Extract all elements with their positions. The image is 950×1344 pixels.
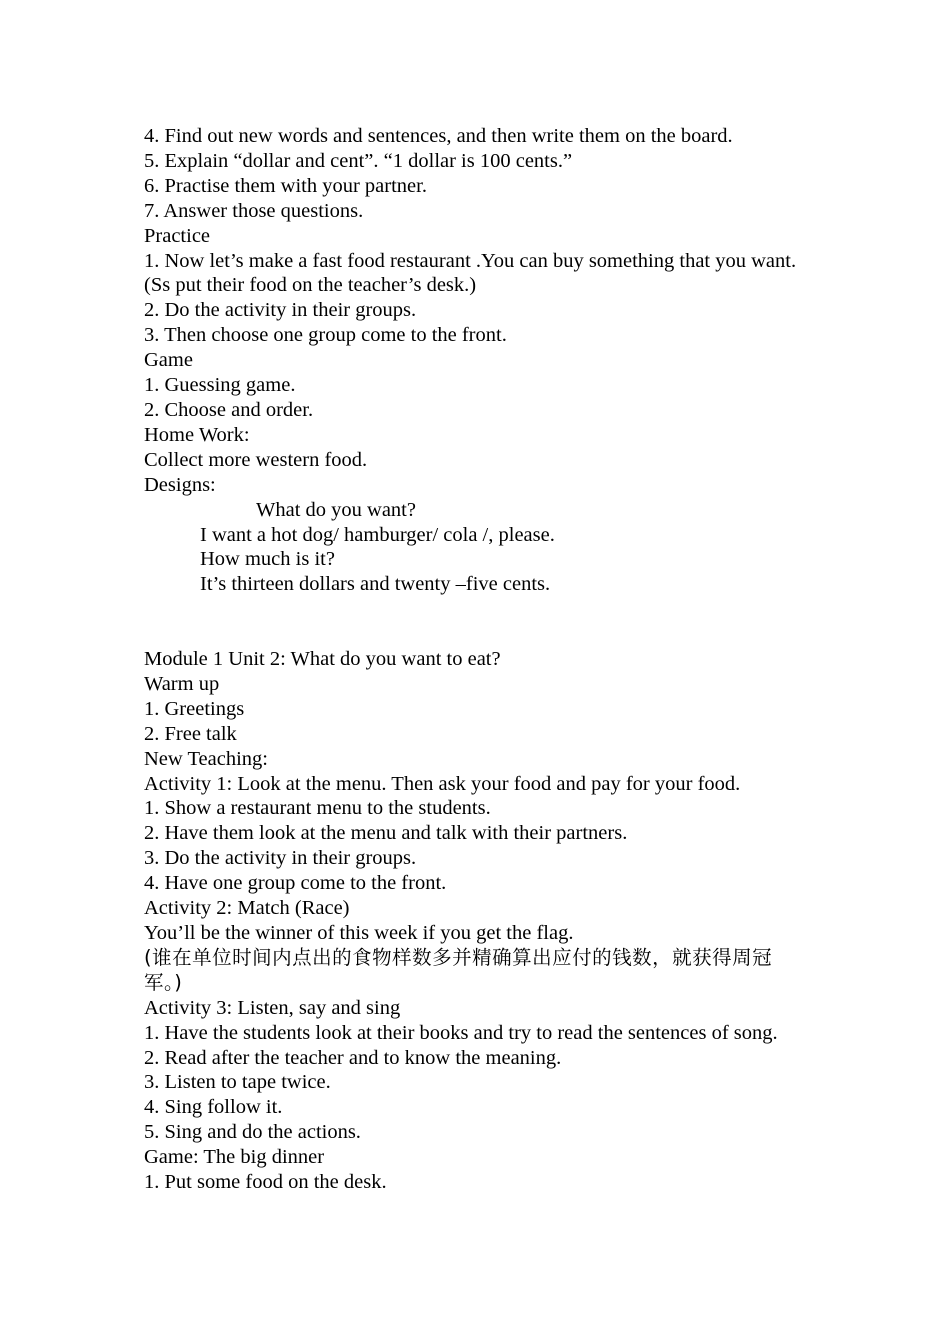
designs-line-2: How much is it? — [200, 548, 335, 571]
activity-2-text: You’ll be the winner of this week if you get the flag. — [144, 921, 574, 944]
activity-1-item-3: 3. Do the activity in their groups. — [144, 847, 417, 870]
activity-3-heading: Activity 3: Listen, say and sing — [144, 996, 401, 1019]
step-5: 5. Explain “dollar and cent”. “1 dollar is 100 cents.” — [144, 149, 573, 172]
game-item-1: 1. Guessing game. — [144, 374, 296, 397]
activity-1-item-4: 4. Have one group come to the front. — [144, 872, 447, 895]
practice-item-1: 1. Now let’s make a fast food restaurant .You can buy something that you want. (Ss put their food on the teacher’s desk.) — [144, 249, 797, 297]
homework-text: Collect more western food. — [144, 448, 368, 471]
document-body — [144, 124, 806, 1195]
warm-up-heading: Warm up — [144, 672, 220, 695]
big-dinner-heading: Game: The big dinner — [144, 1146, 325, 1169]
activity-3-item-3: 3. Listen to tape twice. — [144, 1071, 331, 1094]
activity-1-heading: Activity 1: Look at the menu. Then ask your food and pay for your food. — [144, 772, 741, 795]
warm-up-item-1: 1. Greetings — [144, 697, 245, 720]
step-7: 7. Answer those questions. — [144, 199, 364, 222]
activity-3-item-4: 4. Sing follow it. — [144, 1096, 283, 1119]
game-heading: Game — [144, 349, 193, 372]
activity-2-note: (谁在单位时间内点出的食物样数多并精确算出应付的钱数，就获得周冠军。) — [144, 945, 773, 994]
new-teaching-heading: New Teaching: — [144, 747, 268, 770]
designs-question: What do you want? — [256, 498, 416, 521]
activity-2-heading: Activity 2: Match (Race) — [144, 897, 350, 920]
step-6: 6. Practise them with your partner. — [144, 174, 427, 197]
practice-item-3: 3. Then choose one group come to the front. — [144, 324, 507, 347]
activity-3-item-2: 2. Read after the teacher and to know the meaning. — [144, 1046, 562, 1069]
designs-line-1: I want a hot dog/ hamburger/ cola /, please. — [200, 523, 555, 546]
activity-3-item-5: 5. Sing and do the actions. — [144, 1121, 361, 1144]
practice-item-2: 2. Do the activity in their groups. — [144, 299, 417, 322]
warm-up-item-2: 2. Free talk — [144, 722, 237, 745]
designs-heading: Designs: — [144, 473, 216, 496]
activity-1-item-2: 2. Have them look at the menu and talk with their partners. — [144, 822, 628, 845]
practice-heading: Practice — [144, 224, 211, 247]
activity-3-item-1: 1. Have the students look at their books and try to read the sentences of song. — [144, 1021, 778, 1044]
designs-line-3: It’s thirteen dollars and twenty –five cents. — [200, 573, 551, 596]
activity-1-item-1: 1. Show a restaurant menu to the students. — [144, 797, 491, 820]
game-item-2: 2. Choose and order. — [144, 398, 314, 421]
homework-heading: Home Work: — [144, 423, 250, 446]
big-dinner-item-1: 1. Put some food on the desk. — [144, 1171, 387, 1194]
step-4: 4. Find out new words and sentences, and then write them on the board. — [144, 125, 733, 147]
unit-title: Module 1 Unit 2: What do you want to eat? — [144, 648, 501, 671]
section-spacer — [144, 597, 806, 647]
